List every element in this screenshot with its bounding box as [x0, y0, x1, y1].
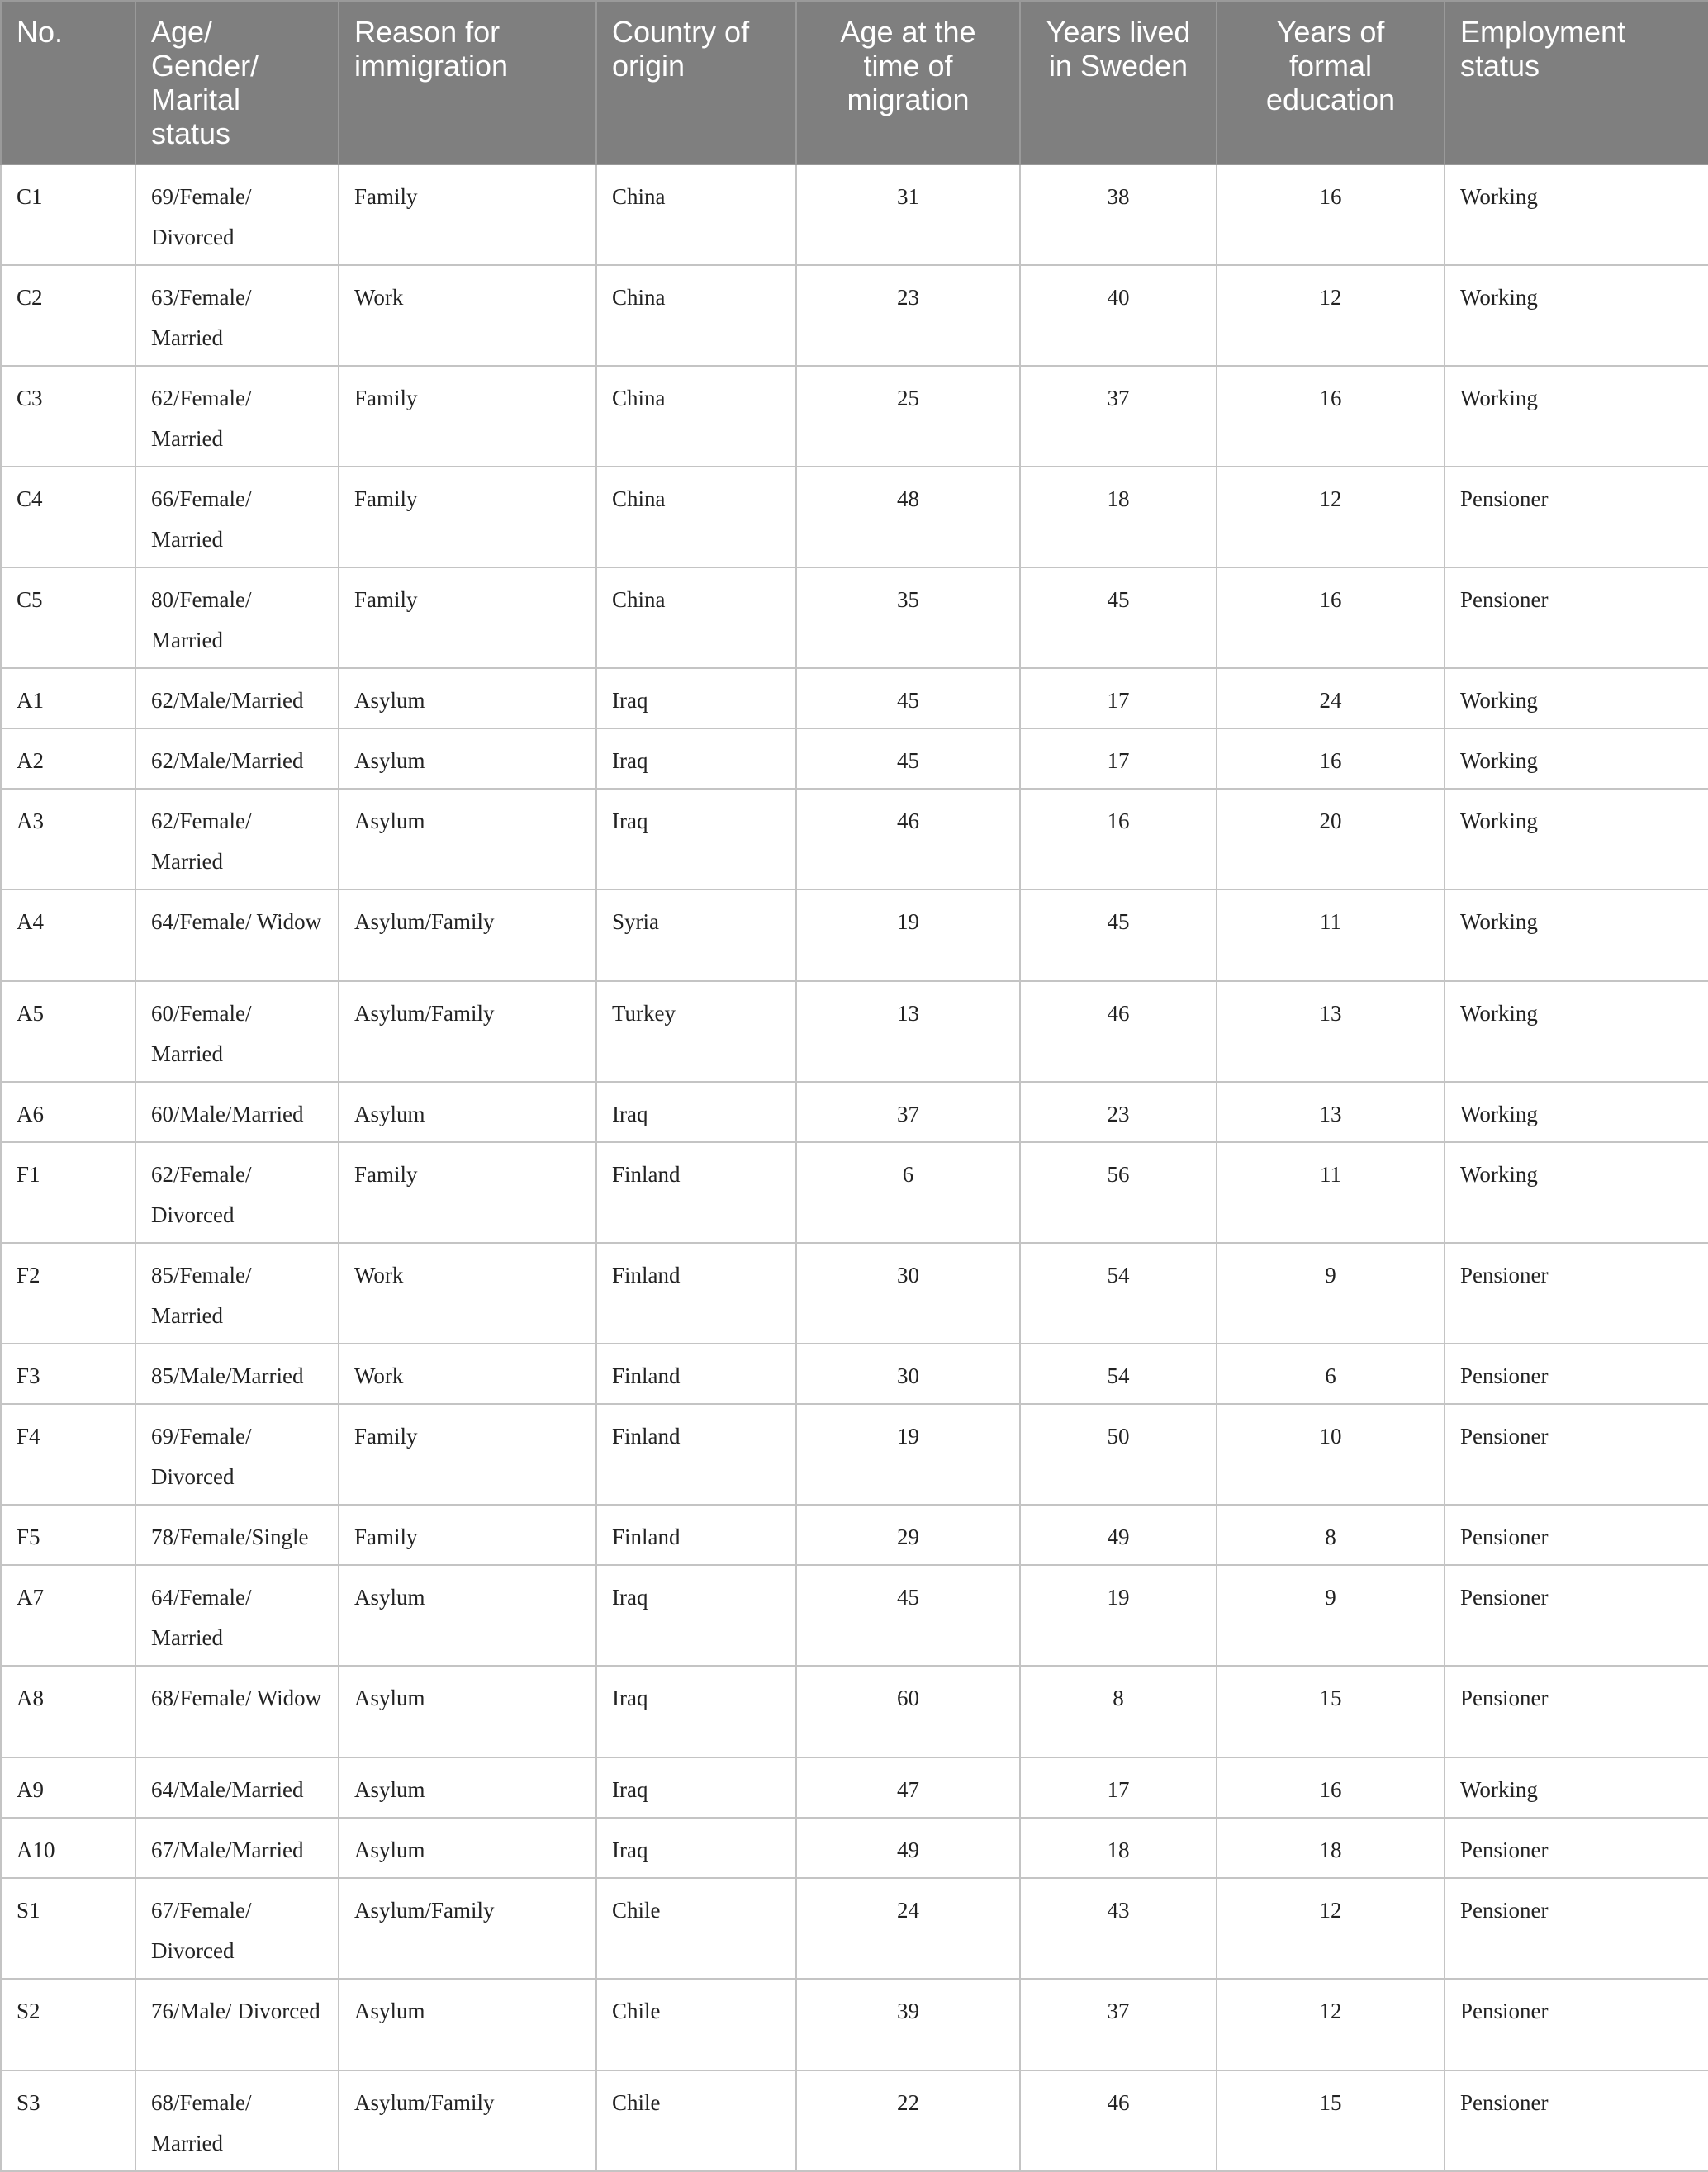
- cell-employment: Pensioner: [1445, 2070, 1708, 2171]
- cell-age-gender-marital: 62/Female/ Married: [135, 789, 339, 889]
- cell-country: Finland: [596, 1505, 796, 1565]
- cell-years-in-sweden: 37: [1020, 1979, 1217, 2070]
- cell-employment: Pensioner: [1445, 1666, 1708, 1757]
- cell-reason: Asylum: [339, 1979, 596, 2070]
- cell-reason: Asylum: [339, 1082, 596, 1142]
- table-row: [1, 1757, 1708, 1818]
- cell-employment: Pensioner: [1445, 1243, 1708, 1344]
- cell-reason: Family: [339, 567, 596, 668]
- cell-no: S1: [1, 1878, 135, 1979]
- cell-reason: Asylum/Family: [339, 1878, 596, 1979]
- cell-no: A4: [1, 889, 135, 981]
- table-row: [1, 1344, 1708, 1404]
- cell-years-in-sweden: 46: [1020, 2070, 1217, 2171]
- cell-age-gender-marital: 69/Female/ Divorced: [135, 164, 339, 265]
- cell-country: Iraq: [596, 1757, 796, 1818]
- table-row: [1, 1404, 1708, 1505]
- cell-age-gender-marital: 62/Male/Married: [135, 728, 339, 789]
- cell-no: F1: [1, 1142, 135, 1243]
- cell-age-at-migration: 46: [796, 789, 1020, 889]
- table-row: [1, 1818, 1708, 1878]
- cell-country: Syria: [596, 889, 796, 981]
- cell-country: Iraq: [596, 789, 796, 889]
- cell-age-at-migration: 45: [796, 668, 1020, 728]
- header-years-in-sweden: Years lived in Sweden: [1020, 1, 1217, 164]
- cell-reason: Work: [339, 1344, 596, 1404]
- cell-age-gender-marital: 64/Female/ Widow: [135, 889, 339, 981]
- cell-years-in-sweden: 18: [1020, 467, 1217, 567]
- cell-years-education: 20: [1217, 789, 1445, 889]
- header-row: [1, 1, 1708, 164]
- table-row: [1, 366, 1708, 467]
- header-age-gender-marital: Age/ Gender/ Marital status: [135, 1, 339, 164]
- cell-country: Finland: [596, 1142, 796, 1243]
- cell-years-in-sweden: 45: [1020, 889, 1217, 981]
- cell-years-education: 16: [1217, 366, 1445, 467]
- cell-years-in-sweden: 54: [1020, 1344, 1217, 1404]
- cell-employment: Pensioner: [1445, 1818, 1708, 1878]
- cell-reason: Family: [339, 1505, 596, 1565]
- cell-employment: Pensioner: [1445, 1565, 1708, 1666]
- cell-age-gender-marital: 67/Female/ Divorced: [135, 1878, 339, 1979]
- cell-years-in-sweden: 16: [1020, 789, 1217, 889]
- cell-employment: Working: [1445, 1082, 1708, 1142]
- cell-country: Iraq: [596, 728, 796, 789]
- cell-employment: Pensioner: [1445, 1404, 1708, 1505]
- header-no: No.: [1, 1, 135, 164]
- cell-age-gender-marital: 63/Female/ Married: [135, 265, 339, 366]
- cell-country: China: [596, 164, 796, 265]
- cell-age-gender-marital: 62/Female/ Divorced: [135, 1142, 339, 1243]
- cell-employment: Working: [1445, 789, 1708, 889]
- cell-no: S3: [1, 2070, 135, 2171]
- table-row: [1, 265, 1708, 366]
- cell-no: C2: [1, 265, 135, 366]
- cell-years-education: 16: [1217, 567, 1445, 668]
- cell-years-education: 16: [1217, 728, 1445, 789]
- cell-no: S2: [1, 1979, 135, 2070]
- header-age-at-migration: Age at the time of migration: [796, 1, 1020, 164]
- cell-age-gender-marital: 85/Female/ Married: [135, 1243, 339, 1344]
- cell-country: Iraq: [596, 668, 796, 728]
- table-row: [1, 1142, 1708, 1243]
- cell-reason: Asylum: [339, 1565, 596, 1666]
- table-row: [1, 467, 1708, 567]
- cell-no: A9: [1, 1757, 135, 1818]
- cell-no: F3: [1, 1344, 135, 1404]
- header-reason-for-immigration: Reason for immigration: [339, 1, 596, 164]
- table-row: [1, 1979, 1708, 2070]
- table-header: [1, 1, 1708, 164]
- table-row: [1, 668, 1708, 728]
- cell-age-at-migration: 48: [796, 467, 1020, 567]
- cell-reason: Asylum: [339, 1666, 596, 1757]
- cell-years-education: 12: [1217, 1979, 1445, 2070]
- table-row: [1, 889, 1708, 981]
- cell-reason: Asylum/Family: [339, 889, 596, 981]
- cell-age-at-migration: 30: [796, 1243, 1020, 1344]
- cell-age-at-migration: 47: [796, 1757, 1020, 1818]
- cell-country: China: [596, 467, 796, 567]
- cell-years-in-sweden: 23: [1020, 1082, 1217, 1142]
- cell-reason: Asylum: [339, 728, 596, 789]
- cell-age-at-migration: 45: [796, 728, 1020, 789]
- cell-years-education: 16: [1217, 1757, 1445, 1818]
- cell-years-education: 15: [1217, 2070, 1445, 2171]
- cell-years-in-sweden: 56: [1020, 1142, 1217, 1243]
- cell-years-in-sweden: 37: [1020, 366, 1217, 467]
- cell-years-in-sweden: 54: [1020, 1243, 1217, 1344]
- cell-country: China: [596, 366, 796, 467]
- cell-country: Chile: [596, 1878, 796, 1979]
- cell-no: A3: [1, 789, 135, 889]
- table-row: [1, 789, 1708, 889]
- cell-years-in-sweden: 17: [1020, 728, 1217, 789]
- cell-age-gender-marital: 62/Male/Married: [135, 668, 339, 728]
- cell-country: Iraq: [596, 1818, 796, 1878]
- cell-no: A7: [1, 1565, 135, 1666]
- cell-country: Iraq: [596, 1666, 796, 1757]
- cell-age-gender-marital: 64/Female/ Married: [135, 1565, 339, 1666]
- cell-reason: Asylum: [339, 789, 596, 889]
- table-row: [1, 567, 1708, 668]
- cell-reason: Asylum: [339, 1818, 596, 1878]
- cell-employment: Pensioner: [1445, 1344, 1708, 1404]
- cell-age-gender-marital: 62/Female/ Married: [135, 366, 339, 467]
- cell-age-at-migration: 19: [796, 889, 1020, 981]
- cell-age-at-migration: 37: [796, 1082, 1020, 1142]
- cell-age-at-migration: 31: [796, 164, 1020, 265]
- cell-reason: Work: [339, 1243, 596, 1344]
- cell-no: A5: [1, 981, 135, 1082]
- cell-years-in-sweden: 43: [1020, 1878, 1217, 1979]
- cell-employment: Working: [1445, 265, 1708, 366]
- cell-age-at-migration: 29: [796, 1505, 1020, 1565]
- cell-years-education: 24: [1217, 668, 1445, 728]
- cell-years-education: 6: [1217, 1344, 1445, 1404]
- cell-employment: Pensioner: [1445, 1979, 1708, 2070]
- table-row: [1, 1878, 1708, 1979]
- cell-no: A10: [1, 1818, 135, 1878]
- cell-age-gender-marital: 69/Female/ Divorced: [135, 1404, 339, 1505]
- table-row: [1, 1243, 1708, 1344]
- cell-years-education: 13: [1217, 1082, 1445, 1142]
- cell-employment: Working: [1445, 366, 1708, 467]
- cell-reason: Family: [339, 1142, 596, 1243]
- cell-age-at-migration: 6: [796, 1142, 1020, 1243]
- header-country-of-origin: Country of origin: [596, 1, 796, 164]
- cell-reason: Asylum: [339, 668, 596, 728]
- cell-age-gender-marital: 68/Female/ Widow: [135, 1666, 339, 1757]
- table-row: [1, 728, 1708, 789]
- cell-no: F4: [1, 1404, 135, 1505]
- cell-country: Chile: [596, 2070, 796, 2171]
- cell-years-in-sweden: 45: [1020, 567, 1217, 668]
- cell-years-in-sweden: 46: [1020, 981, 1217, 1082]
- cell-years-in-sweden: 38: [1020, 164, 1217, 265]
- table-row: [1, 1505, 1708, 1565]
- cell-years-education: 11: [1217, 1142, 1445, 1243]
- cell-employment: Working: [1445, 164, 1708, 265]
- cell-employment: Pensioner: [1445, 467, 1708, 567]
- cell-country: China: [596, 265, 796, 366]
- cell-age-at-migration: 60: [796, 1666, 1020, 1757]
- cell-country: Iraq: [596, 1565, 796, 1666]
- cell-age-at-migration: 23: [796, 265, 1020, 366]
- cell-employment: Working: [1445, 889, 1708, 981]
- cell-years-education: 9: [1217, 1565, 1445, 1666]
- cell-country: Finland: [596, 1243, 796, 1344]
- table-row: [1, 981, 1708, 1082]
- cell-years-in-sweden: 40: [1020, 265, 1217, 366]
- cell-country: China: [596, 567, 796, 668]
- cell-years-education: 12: [1217, 467, 1445, 567]
- cell-no: C5: [1, 567, 135, 668]
- cell-employment: Working: [1445, 1757, 1708, 1818]
- cell-years-education: 8: [1217, 1505, 1445, 1565]
- cell-no: A8: [1, 1666, 135, 1757]
- cell-years-education: 16: [1217, 164, 1445, 265]
- cell-no: F2: [1, 1243, 135, 1344]
- cell-no: A6: [1, 1082, 135, 1142]
- cell-years-in-sweden: 8: [1020, 1666, 1217, 1757]
- table-row: [1, 164, 1708, 265]
- cell-reason: Family: [339, 164, 596, 265]
- cell-reason: Family: [339, 1404, 596, 1505]
- cell-country: Finland: [596, 1344, 796, 1404]
- cell-employment: Working: [1445, 668, 1708, 728]
- cell-years-in-sweden: 19: [1020, 1565, 1217, 1666]
- cell-no: C3: [1, 366, 135, 467]
- cell-employment: Working: [1445, 981, 1708, 1082]
- cell-reason: Family: [339, 467, 596, 567]
- table-row: [1, 1082, 1708, 1142]
- cell-employment: Working: [1445, 1142, 1708, 1243]
- cell-age-at-migration: 25: [796, 366, 1020, 467]
- cell-age-gender-marital: 80/Female/ Married: [135, 567, 339, 668]
- cell-age-gender-marital: 64/Male/Married: [135, 1757, 339, 1818]
- cell-no: A1: [1, 668, 135, 728]
- cell-employment: Pensioner: [1445, 1878, 1708, 1979]
- cell-age-at-migration: 13: [796, 981, 1020, 1082]
- cell-employment: Working: [1445, 728, 1708, 789]
- cell-employment: Pensioner: [1445, 1505, 1708, 1565]
- cell-age-at-migration: 22: [796, 2070, 1020, 2171]
- cell-years-education: 9: [1217, 1243, 1445, 1344]
- cell-years-education: 11: [1217, 889, 1445, 981]
- cell-years-education: 12: [1217, 1878, 1445, 1979]
- cell-age-gender-marital: 60/Male/Married: [135, 1082, 339, 1142]
- cell-years-in-sweden: 50: [1020, 1404, 1217, 1505]
- cell-years-in-sweden: 18: [1020, 1818, 1217, 1878]
- cell-no: C1: [1, 164, 135, 265]
- table-body: [1, 164, 1708, 2171]
- cell-reason: Asylum: [339, 1757, 596, 1818]
- cell-age-at-migration: 45: [796, 1565, 1020, 1666]
- table-row: [1, 1565, 1708, 1666]
- cell-no: A2: [1, 728, 135, 789]
- cell-reason: Asylum/Family: [339, 2070, 596, 2171]
- cell-years-in-sweden: 17: [1020, 1757, 1217, 1818]
- cell-age-gender-marital: 85/Male/Married: [135, 1344, 339, 1404]
- cell-years-in-sweden: 49: [1020, 1505, 1217, 1565]
- cell-reason: Family: [339, 366, 596, 467]
- cell-age-gender-marital: 66/Female/ Married: [135, 467, 339, 567]
- cell-age-at-migration: 35: [796, 567, 1020, 668]
- header-years-of-education: Years of formal education: [1217, 1, 1445, 164]
- cell-country: Turkey: [596, 981, 796, 1082]
- cell-years-education: 12: [1217, 265, 1445, 366]
- cell-years-in-sweden: 17: [1020, 668, 1217, 728]
- cell-years-education: 13: [1217, 981, 1445, 1082]
- cell-country: Finland: [596, 1404, 796, 1505]
- table-row: [1, 1666, 1708, 1757]
- table-row: [1, 2070, 1708, 2171]
- cell-age-at-migration: 24: [796, 1878, 1020, 1979]
- cell-age-gender-marital: 78/Female/Single: [135, 1505, 339, 1565]
- cell-employment: Pensioner: [1445, 567, 1708, 668]
- cell-age-gender-marital: 60/Female/ Married: [135, 981, 339, 1082]
- cell-reason: Work: [339, 265, 596, 366]
- cell-age-gender-marital: 68/Female/ Married: [135, 2070, 339, 2171]
- cell-no: C4: [1, 467, 135, 567]
- cell-age-at-migration: 19: [796, 1404, 1020, 1505]
- cell-reason: Asylum/Family: [339, 981, 596, 1082]
- cell-years-education: 18: [1217, 1818, 1445, 1878]
- cell-no: F5: [1, 1505, 135, 1565]
- cell-years-education: 15: [1217, 1666, 1445, 1757]
- cell-age-gender-marital: 67/Male/Married: [135, 1818, 339, 1878]
- cell-years-education: 10: [1217, 1404, 1445, 1505]
- header-employment-status: Employment status: [1445, 1, 1708, 164]
- cell-age-gender-marital: 76/Male/ Divorced: [135, 1979, 339, 2070]
- cell-country: Iraq: [596, 1082, 796, 1142]
- cell-country: Chile: [596, 1979, 796, 2070]
- cell-age-at-migration: 30: [796, 1344, 1020, 1404]
- cell-age-at-migration: 39: [796, 1979, 1020, 2070]
- cell-age-at-migration: 49: [796, 1818, 1020, 1878]
